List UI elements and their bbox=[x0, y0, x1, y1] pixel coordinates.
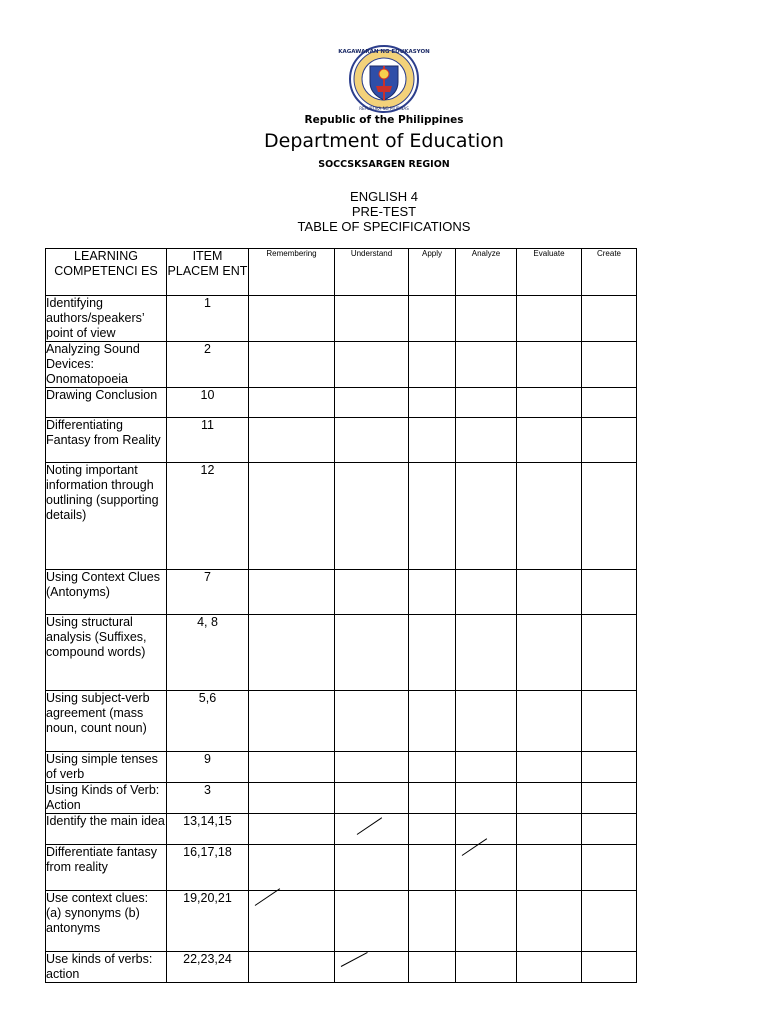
level-cell-analyze bbox=[456, 418, 517, 463]
table-row bbox=[46, 388, 637, 418]
level-cell-remembering bbox=[249, 615, 335, 691]
level-cell-create bbox=[582, 296, 637, 342]
col-header-create: Create bbox=[582, 249, 637, 296]
level-cell-analyze bbox=[456, 783, 517, 814]
level-cell-evaluate bbox=[517, 814, 582, 845]
table-of-specifications bbox=[45, 248, 637, 983]
level-cell-apply bbox=[409, 615, 456, 691]
deped-seal-logo bbox=[332, 44, 436, 114]
level-cell-understand bbox=[335, 388, 409, 418]
header-row bbox=[46, 249, 637, 296]
level-cell-apply bbox=[409, 814, 456, 845]
col-header-apply: Apply bbox=[409, 249, 456, 296]
competency-cell: Using Kinds of Verb: Action bbox=[46, 783, 167, 814]
competency-cell: Using subject-verb agreement (mass noun, count noun) bbox=[46, 691, 167, 752]
svg-text:REPUBLIKA NG PILIPINAS: REPUBLIKA NG PILIPINAS bbox=[359, 106, 409, 111]
level-cell-remembering bbox=[249, 891, 335, 952]
level-cell-evaluate bbox=[517, 752, 582, 783]
item-placement-cell: 22,23,24 bbox=[167, 952, 249, 983]
level-cell-evaluate bbox=[517, 952, 582, 983]
level-cell-evaluate bbox=[517, 418, 582, 463]
table-row bbox=[46, 845, 637, 891]
level-cell-evaluate bbox=[517, 691, 582, 752]
level-cell-remembering bbox=[249, 814, 335, 845]
department-title: Department of Education bbox=[264, 130, 504, 152]
competency-cell: Use context clues: (a) synonyms (b) antonyms bbox=[46, 891, 167, 952]
level-cell-evaluate bbox=[517, 845, 582, 891]
level-cell-apply bbox=[409, 418, 456, 463]
level-cell-apply bbox=[409, 952, 456, 983]
level-cell-understand bbox=[335, 952, 409, 983]
level-cell-understand bbox=[335, 752, 409, 783]
item-placement-cell: 12 bbox=[167, 463, 249, 570]
level-cell-apply bbox=[409, 891, 456, 952]
competency-cell: Using Context Clues (Antonyms) bbox=[46, 570, 167, 615]
level-cell-remembering bbox=[249, 418, 335, 463]
competency-cell: Differentiate fantasy from reality bbox=[46, 845, 167, 891]
level-cell-remembering bbox=[249, 752, 335, 783]
level-cell-understand bbox=[335, 418, 409, 463]
level-cell-apply bbox=[409, 296, 456, 342]
level-cell-evaluate bbox=[517, 342, 582, 388]
level-cell-create bbox=[582, 891, 637, 952]
level-cell-analyze bbox=[456, 891, 517, 952]
level-cell-apply bbox=[409, 570, 456, 615]
level-cell-evaluate bbox=[517, 463, 582, 570]
item-placement-cell: 4, 8 bbox=[167, 615, 249, 691]
competency-cell: Differentiating Fantasy from Reality bbox=[46, 418, 167, 463]
level-cell-remembering bbox=[249, 388, 335, 418]
level-cell-understand bbox=[335, 891, 409, 952]
item-placement-cell: 1 bbox=[167, 296, 249, 342]
level-cell-create bbox=[582, 845, 637, 891]
item-placement-cell: 9 bbox=[167, 752, 249, 783]
table-row bbox=[46, 891, 637, 952]
table-row bbox=[46, 463, 637, 570]
table-row bbox=[46, 615, 637, 691]
level-cell-analyze bbox=[456, 752, 517, 783]
level-cell-create bbox=[582, 342, 637, 388]
svg-text:KAGAWARAN NG EDUKASYON: KAGAWARAN NG EDUKASYON bbox=[338, 49, 430, 55]
level-cell-evaluate bbox=[517, 891, 582, 952]
level-cell-understand bbox=[335, 570, 409, 615]
level-cell-remembering bbox=[249, 691, 335, 752]
level-cell-evaluate bbox=[517, 296, 582, 342]
table-row bbox=[46, 952, 637, 983]
level-cell-apply bbox=[409, 388, 456, 418]
table-row bbox=[46, 814, 637, 845]
col-header-competencies: LEARNING COMPETENCI ES bbox=[46, 249, 167, 296]
item-placement-cell: 2 bbox=[167, 342, 249, 388]
level-cell-create bbox=[582, 570, 637, 615]
col-header-understand: Understand bbox=[335, 249, 409, 296]
level-cell-understand bbox=[335, 296, 409, 342]
col-header-evaluate: Evaluate bbox=[517, 249, 582, 296]
level-cell-analyze bbox=[456, 570, 517, 615]
subject-title: ENGLISH 4 bbox=[350, 189, 418, 204]
level-cell-analyze bbox=[456, 845, 517, 891]
col-header-item-placement: ITEM PLACEM ENT bbox=[167, 249, 249, 296]
level-cell-create bbox=[582, 783, 637, 814]
level-cell-create bbox=[582, 418, 637, 463]
level-cell-remembering bbox=[249, 342, 335, 388]
level-cell-analyze bbox=[456, 342, 517, 388]
competency-cell: Using structural analysis (Suffixes, compound words) bbox=[46, 615, 167, 691]
level-cell-apply bbox=[409, 783, 456, 814]
level-cell-remembering bbox=[249, 570, 335, 615]
level-cell-understand bbox=[335, 615, 409, 691]
check-mark bbox=[255, 888, 280, 906]
table-row bbox=[46, 570, 637, 615]
level-cell-create bbox=[582, 752, 637, 783]
competency-cell: Use kinds of verbs: action bbox=[46, 952, 167, 983]
table-row bbox=[46, 752, 637, 783]
level-cell-understand bbox=[335, 691, 409, 752]
level-cell-evaluate bbox=[517, 615, 582, 691]
level-cell-create bbox=[582, 814, 637, 845]
table-row bbox=[46, 342, 637, 388]
table-row bbox=[46, 691, 637, 752]
level-cell-analyze bbox=[456, 691, 517, 752]
level-cell-remembering bbox=[249, 296, 335, 342]
level-cell-create bbox=[582, 615, 637, 691]
item-placement-cell: 10 bbox=[167, 388, 249, 418]
level-cell-evaluate bbox=[517, 570, 582, 615]
level-cell-apply bbox=[409, 752, 456, 783]
level-cell-create bbox=[582, 388, 637, 418]
col-header-remembering: Remembering bbox=[249, 249, 335, 296]
competency-cell: Identify the main idea bbox=[46, 814, 167, 845]
level-cell-remembering bbox=[249, 463, 335, 570]
level-cell-evaluate bbox=[517, 783, 582, 814]
item-placement-cell: 13,14,15 bbox=[167, 814, 249, 845]
table-row bbox=[46, 296, 637, 342]
level-cell-remembering bbox=[249, 845, 335, 891]
table-row bbox=[46, 783, 637, 814]
table-row bbox=[46, 418, 637, 463]
republic-line: Republic of the Philippines bbox=[304, 114, 464, 126]
competency-cell: Identifying authors/speakers’ point of view bbox=[46, 296, 167, 342]
level-cell-understand bbox=[335, 845, 409, 891]
level-cell-understand bbox=[335, 814, 409, 845]
competency-cell: Drawing Conclusion bbox=[46, 388, 167, 418]
item-placement-cell: 16,17,18 bbox=[167, 845, 249, 891]
check-mark bbox=[357, 817, 382, 835]
level-cell-apply bbox=[409, 463, 456, 570]
level-cell-analyze bbox=[456, 388, 517, 418]
test-title: PRE-TEST bbox=[351, 204, 417, 219]
table-title: TABLE OF SPECIFICATIONS bbox=[297, 219, 471, 234]
level-cell-create bbox=[582, 691, 637, 752]
level-cell-understand bbox=[335, 342, 409, 388]
competency-cell: Using simple tenses of verb bbox=[46, 752, 167, 783]
level-cell-analyze bbox=[456, 615, 517, 691]
item-placement-cell: 3 bbox=[167, 783, 249, 814]
item-placement-cell: 5,6 bbox=[167, 691, 249, 752]
item-placement-cell: 11 bbox=[167, 418, 249, 463]
level-cell-understand bbox=[335, 463, 409, 570]
level-cell-apply bbox=[409, 342, 456, 388]
level-cell-understand bbox=[335, 783, 409, 814]
item-placement-cell: 19,20,21 bbox=[167, 891, 249, 952]
item-placement-cell: 7 bbox=[167, 570, 249, 615]
level-cell-evaluate bbox=[517, 388, 582, 418]
level-cell-create bbox=[582, 463, 637, 570]
region-line: SOCCSKSARGEN REGION bbox=[318, 159, 450, 170]
level-cell-analyze bbox=[456, 463, 517, 570]
level-cell-remembering bbox=[249, 952, 335, 983]
level-cell-apply bbox=[409, 845, 456, 891]
level-cell-analyze bbox=[456, 952, 517, 983]
level-cell-apply bbox=[409, 691, 456, 752]
col-header-analyze: Analyze bbox=[456, 249, 517, 296]
check-mark bbox=[341, 952, 368, 967]
level-cell-remembering bbox=[249, 783, 335, 814]
level-cell-analyze bbox=[456, 296, 517, 342]
competency-cell: Noting important information through outlining (supporting details) bbox=[46, 463, 167, 570]
competency-cell: Analyzing Sound Devices: Onomatopoeia bbox=[46, 342, 167, 388]
level-cell-create bbox=[582, 952, 637, 983]
